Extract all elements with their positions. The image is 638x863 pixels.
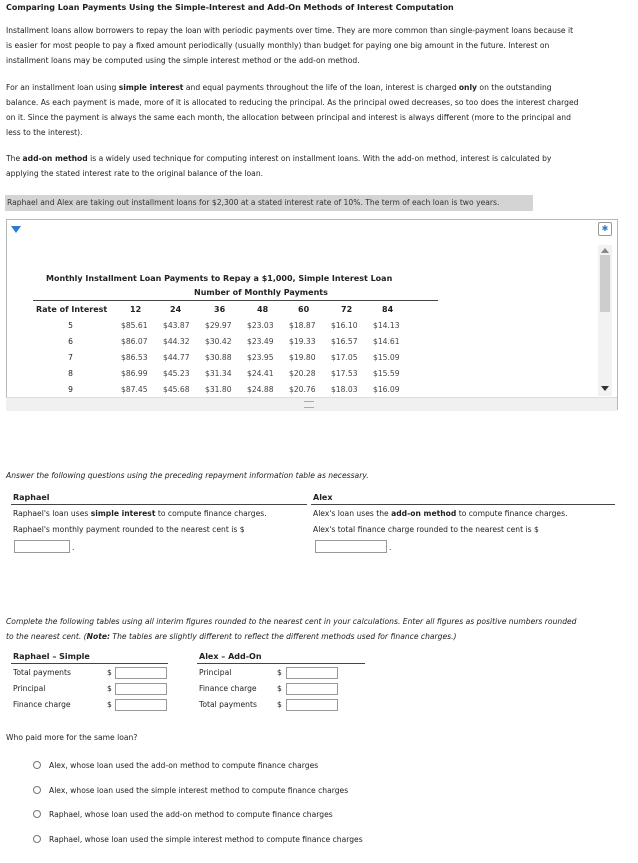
instr-note-label: Note: — [86, 632, 111, 641]
table-cell: $43.87 — [163, 321, 190, 330]
table-cell: $24.88 — [247, 385, 274, 394]
rate-cell: 7 — [68, 353, 73, 362]
p3-bold-add-on: add-on method — [22, 154, 88, 163]
intro-paragraph-3 — [6, 151, 626, 181]
option-label-2[interactable]: Alex, whose loan used the simple interest method to compute finance charges — [49, 786, 349, 795]
table-instructions-line-2 — [6, 629, 626, 644]
col-header-84: 84 — [382, 305, 394, 314]
table-cell: $86.07 — [121, 337, 148, 346]
table-cell: $44.32 — [163, 337, 190, 346]
table-cell: $18.87 — [289, 321, 316, 330]
instr-text-c: The tables are slightly different to reflect the different methods used for finance charges.) — [110, 632, 457, 641]
p2-line-4: less to the interest). — [6, 128, 83, 137]
table-cell: $17.53 — [331, 369, 358, 378]
option-radio-4[interactable] — [33, 835, 41, 843]
p2-text-e: on the outstanding — [477, 83, 552, 92]
table-cell: $19.80 — [289, 353, 316, 362]
alex-total-payments-label: Total payments — [199, 700, 257, 709]
col-header-48: 48 — [257, 305, 269, 314]
table-cell: $23.49 — [247, 337, 274, 346]
intro-paragraph-2 — [6, 80, 626, 140]
raphael-principal-input[interactable] — [115, 683, 167, 695]
vertical-scroll-thumb[interactable] — [600, 255, 610, 312]
rate-cell: 8 — [68, 369, 73, 378]
table-cell: $20.28 — [289, 369, 316, 378]
raphael-table-rule — [11, 663, 168, 664]
raphael-text-c: to compute finance charges. — [155, 509, 267, 518]
raphael-bold-text: simple interest — [90, 509, 156, 518]
question-text: Who paid more for the same loan? — [6, 733, 138, 742]
alex-table-rule — [197, 663, 365, 664]
table-cell: $20.76 — [289, 385, 316, 394]
alex-line-2: Alex's total finance charge rounded to the nearest cent is $ — [313, 525, 539, 534]
raphael-finance-charge-input[interactable] — [115, 699, 167, 711]
raphael-period: . — [72, 543, 75, 552]
table-subtitle: Number of Monthly Payments — [194, 288, 328, 297]
raphael-heading-rule — [11, 504, 307, 505]
table-cell: $44.77 — [163, 353, 190, 362]
alex-text-c: to compute finance charges. — [456, 509, 568, 518]
col-header-60: 60 — [298, 305, 310, 314]
p2-line-3: on it. Since the payment is always the same each month, the allocation between principal and interest is always different (more to the principal and — [6, 113, 571, 122]
raphael-line-1 — [13, 509, 267, 518]
p3-text-c: is a widely used technique for computing interest on installment loans. With the add-on method, interest is calculated by — [87, 154, 552, 163]
intro-paragraph-1 — [6, 23, 626, 68]
option-label-4[interactable]: Raphael, whose loan used the simple interest method to compute finance charges — [49, 835, 363, 844]
rate-cell: 9 — [68, 385, 73, 394]
raphael-total-payments-input[interactable] — [115, 667, 167, 679]
instr-text-a: to the nearest cent. ( — [6, 632, 87, 641]
scroll-down-arrow-icon[interactable] — [601, 386, 609, 391]
alex-line-1 — [313, 509, 567, 518]
table-cell: $86.53 — [121, 353, 148, 362]
table-cell: $31.34 — [205, 369, 232, 378]
table-cell: $24.41 — [247, 369, 274, 378]
alex-text-a: Alex's loan uses the — [313, 509, 392, 518]
raphael-principal-label: Principal — [13, 684, 46, 693]
p1-line-1: Installment loans allow borrowers to repay the loan with periodic payments over time. They are more common than single-payment loans because it — [6, 26, 574, 35]
instruction-text: Answer the following questions using the preceding repayment information table as necessary. — [6, 471, 369, 480]
col-header-12: 12 — [130, 305, 142, 314]
currency-symbol: $ — [107, 684, 112, 693]
collapse-triangle-icon[interactable] — [11, 226, 21, 233]
table-cell: $15.09 — [373, 353, 400, 362]
p1-line-2: is easier for most people to pay a fixed amount periodically (usually monthly) than budget for paying one big amount in the future. Interest on — [6, 41, 550, 50]
table-cell: $16.10 — [331, 321, 358, 330]
alex-bold-text: add-on method — [391, 509, 457, 518]
alex-finance-charge-input[interactable] — [315, 540, 387, 553]
table-instructions-line-1: Complete the following tables using all interim figures rounded to the nearest cent in your calculations. Enter all figures as positive numbers rounded — [6, 617, 577, 626]
table-cell: $17.05 — [331, 353, 358, 362]
alex-table-title: Alex – Add-On — [199, 652, 262, 661]
page-title: Comparing Loan Payments Using the Simple-Interest and Add-On Methods of Interest Computation — [6, 3, 454, 12]
option-radio-2[interactable] — [33, 786, 41, 794]
table-cell: $86.99 — [121, 369, 148, 378]
table-cell: $14.13 — [373, 321, 400, 330]
option-label-1[interactable]: Alex, whose loan used the add-on method to compute finance charges — [49, 761, 319, 770]
option-label-3[interactable]: Raphael, whose loan used the add-on method to compute finance charges — [49, 810, 333, 819]
table-cell: $30.42 — [205, 337, 232, 346]
currency-symbol: $ — [277, 700, 282, 709]
currency-symbol: $ — [107, 700, 112, 709]
table-cell: $14.61 — [373, 337, 400, 346]
raphael-heading: Raphael — [13, 493, 50, 502]
table-title: Monthly Installment Loan Payments to Repay a $1,000, Simple Interest Loan — [46, 274, 393, 283]
alex-heading: Alex — [313, 493, 333, 502]
raphael-total-payments-label: Total payments — [13, 668, 71, 677]
table-cell: $16.09 — [373, 385, 400, 394]
table-cell: $85.61 — [121, 321, 148, 330]
option-radio-1[interactable] — [33, 761, 41, 769]
problem-statement: Raphael and Alex are taking out installment loans for $2,300 at a stated interest rate of 10%. The term of each loan is two years. — [5, 195, 533, 211]
scroll-up-arrow-icon[interactable] — [601, 248, 609, 253]
alex-principal-label: Principal — [199, 668, 232, 677]
alex-total-payments-input[interactable] — [286, 699, 338, 711]
col-header-36: 36 — [214, 305, 226, 314]
p2-bold-only: only — [458, 83, 478, 92]
p1-line-3: installment loans may be computed using the simple interest method or the add-on method. — [6, 56, 360, 65]
table-instructions — [6, 614, 626, 644]
rate-cell: 6 — [68, 337, 73, 346]
table-cell: $23.95 — [247, 353, 274, 362]
rate-of-interest-header: Rate of Interest — [36, 305, 108, 314]
raphael-text-a: Raphael's loan uses — [13, 509, 91, 518]
raphael-table-title: Raphael – Simple — [13, 652, 90, 661]
alex-finance-charge-label: Finance charge — [199, 684, 257, 693]
option-radio-3[interactable] — [33, 810, 41, 818]
alex-heading-rule — [311, 504, 615, 505]
table-cell: $19.33 — [289, 337, 316, 346]
table-cell: $15.59 — [373, 369, 400, 378]
p2-text-a: For an installment loan using — [6, 83, 119, 92]
table-cell: $18.03 — [331, 385, 358, 394]
raphael-monthly-payment-input[interactable] — [14, 540, 70, 553]
col-header-24: 24 — [170, 305, 182, 314]
col-header-72: 72 — [341, 305, 353, 314]
p2-text-c: and equal payments throughout the life of the loan, interest is charged — [183, 83, 459, 92]
currency-symbol: $ — [277, 684, 282, 693]
currency-symbol: $ — [277, 668, 282, 677]
table-cell: $30.88 — [205, 353, 232, 362]
p3-line-1 — [6, 151, 626, 166]
table-cell: $45.23 — [163, 369, 190, 378]
table-cell: $87.45 — [121, 385, 148, 394]
table-cell: $45.68 — [163, 385, 190, 394]
alex-principal-input[interactable] — [286, 667, 338, 679]
alex-period: . — [389, 543, 392, 552]
pin-icon[interactable]: ✱ — [598, 222, 612, 236]
table-cell: $29.97 — [205, 321, 232, 330]
currency-symbol: $ — [107, 668, 112, 677]
p2-line-2: balance. As each payment is made, more of it is allocated to reducing the principal. As the principal owed decreases, so too does the interest charged — [6, 98, 579, 107]
table-cell: $23.03 — [247, 321, 274, 330]
table-cell: $31.80 — [205, 385, 232, 394]
raphael-line-2: Raphael's monthly payment rounded to the nearest cent is $ — [13, 525, 245, 534]
table-cell: $16.57 — [331, 337, 358, 346]
raphael-finance-charge-label: Finance charge — [13, 700, 71, 709]
p2-line-1 — [6, 80, 626, 95]
table-panel — [6, 219, 618, 410]
alex-finance-charge-table-input[interactable] — [286, 683, 338, 695]
p2-bold-simple-interest: simple interest — [118, 83, 184, 92]
p3-text-a: The — [6, 154, 23, 163]
rate-cell: 5 — [68, 321, 73, 330]
resize-grip-icon[interactable] — [304, 401, 314, 408]
p3-line-2: applying the stated interest rate to the original balance of the loan. — [6, 169, 264, 178]
table-header-rule — [33, 300, 438, 301]
